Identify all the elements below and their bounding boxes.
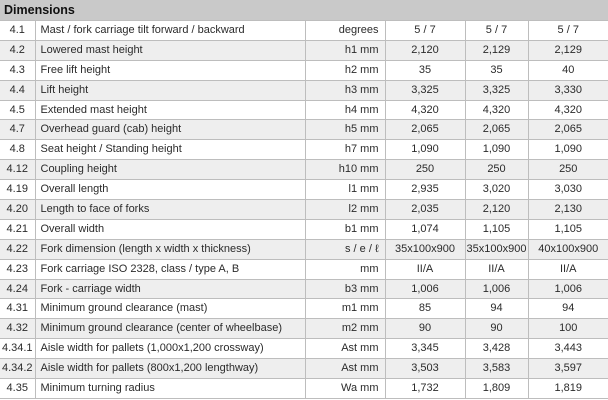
table-row <box>0 319 608 339</box>
row-description: Aisle width for pallets (1,000x1,200 crossway) <box>35 339 305 359</box>
table-row <box>0 239 608 259</box>
row-value-col3: 1,090 <box>528 140 608 160</box>
row-number: 4.2 <box>0 40 35 60</box>
row-value-col3: 2,129 <box>528 40 608 60</box>
table-row <box>0 40 608 60</box>
row-description: Lowered mast height <box>35 40 305 60</box>
table-row <box>0 279 608 299</box>
row-value-col1: 2,035 <box>385 200 465 220</box>
row-number: 4.19 <box>0 180 35 200</box>
table-row <box>0 140 608 160</box>
row-value-col3: 250 <box>528 160 608 180</box>
row-number: 4.5 <box>0 100 35 120</box>
row-value-col2: 2,120 <box>465 200 528 220</box>
row-value-col1: 1,732 <box>385 379 465 399</box>
row-value-col3: 100 <box>528 319 608 339</box>
table-row <box>0 160 608 180</box>
row-description: Minimum ground clearance (center of wheelbase) <box>35 319 305 339</box>
row-number: 4.23 <box>0 259 35 279</box>
row-value-col3: 5 / 7 <box>528 21 608 41</box>
row-value-col3: 2,065 <box>528 120 608 140</box>
row-value-col2: 3,325 <box>465 80 528 100</box>
row-number: 4.34.2 <box>0 359 35 379</box>
table-row <box>0 60 608 80</box>
row-unit: l1 mm <box>305 180 385 200</box>
row-number: 4.22 <box>0 239 35 259</box>
row-unit: Ast mm <box>305 339 385 359</box>
table-row <box>0 299 608 319</box>
table-row <box>0 200 608 220</box>
row-unit: h4 mm <box>305 100 385 120</box>
row-value-col2: 1,105 <box>465 219 528 239</box>
row-description: Overall length <box>35 180 305 200</box>
dimensions-table <box>0 20 608 399</box>
row-value-col2: 2,065 <box>465 120 528 140</box>
row-value-col2: 35x100x900 <box>465 239 528 259</box>
row-value-col1: 1,090 <box>385 140 465 160</box>
row-value-col1: 5 / 7 <box>385 21 465 41</box>
row-description: Length to face of forks <box>35 200 305 220</box>
row-value-col3: 1,006 <box>528 279 608 299</box>
row-unit: h7 mm <box>305 140 385 160</box>
row-unit: b3 mm <box>305 279 385 299</box>
row-description: Lift height <box>35 80 305 100</box>
row-description: Fork dimension (length x width x thickness) <box>35 239 305 259</box>
row-unit: l2 mm <box>305 200 385 220</box>
row-value-col1: 85 <box>385 299 465 319</box>
row-description: Minimum ground clearance (mast) <box>35 299 305 319</box>
row-value-col3: 2,130 <box>528 200 608 220</box>
row-number: 4.7 <box>0 120 35 140</box>
table-row <box>0 80 608 100</box>
row-value-col1: 250 <box>385 160 465 180</box>
row-description: Overall width <box>35 219 305 239</box>
row-value-col2: 1,006 <box>465 279 528 299</box>
row-unit: h3 mm <box>305 80 385 100</box>
row-value-col3: 3,597 <box>528 359 608 379</box>
row-description: Fork - carriage width <box>35 279 305 299</box>
row-description: Mast / fork carriage tilt forward / backward <box>35 21 305 41</box>
row-value-col2: 2,129 <box>465 40 528 60</box>
dimensions-table-body <box>0 21 608 399</box>
row-number: 4.35 <box>0 379 35 399</box>
row-value-col2: 4,320 <box>465 100 528 120</box>
row-number: 4.1 <box>0 21 35 41</box>
row-value-col1: 1,074 <box>385 219 465 239</box>
section-header <box>0 0 608 20</box>
row-value-col1: 2,935 <box>385 180 465 200</box>
row-value-col1: 2,065 <box>385 120 465 140</box>
row-number: 4.24 <box>0 279 35 299</box>
row-unit: m2 mm <box>305 319 385 339</box>
row-value-col1: 90 <box>385 319 465 339</box>
row-description: Free lift height <box>35 60 305 80</box>
row-unit: degrees <box>305 21 385 41</box>
section-title: Dimensions <box>4 3 75 17</box>
row-number: 4.3 <box>0 60 35 80</box>
row-value-col3: 1,105 <box>528 219 608 239</box>
row-description: Coupling height <box>35 160 305 180</box>
table-row <box>0 100 608 120</box>
row-value-col3: 3,443 <box>528 339 608 359</box>
row-number: 4.12 <box>0 160 35 180</box>
row-number: 4.32 <box>0 319 35 339</box>
row-value-col1: 1,006 <box>385 279 465 299</box>
row-number: 4.8 <box>0 140 35 160</box>
row-number: 4.21 <box>0 219 35 239</box>
row-value-col3: 94 <box>528 299 608 319</box>
table-row <box>0 339 608 359</box>
row-value-col2: 1,809 <box>465 379 528 399</box>
row-number: 4.34.1 <box>0 339 35 359</box>
row-value-col3: 40 <box>528 60 608 80</box>
row-unit: mm <box>305 259 385 279</box>
row-description: Seat height / Standing height <box>35 140 305 160</box>
row-description: Overhead guard (cab) height <box>35 120 305 140</box>
row-value-col2: 1,090 <box>465 140 528 160</box>
table-row <box>0 21 608 41</box>
row-value-col3: 4,320 <box>528 100 608 120</box>
row-value-col3: 1,819 <box>528 379 608 399</box>
table-row <box>0 379 608 399</box>
row-description: Minimum turning radius <box>35 379 305 399</box>
row-value-col2: 3,428 <box>465 339 528 359</box>
row-value-col2: 3,583 <box>465 359 528 379</box>
row-value-col2: 3,020 <box>465 180 528 200</box>
row-value-col1: 35 <box>385 60 465 80</box>
row-value-col1: 4,320 <box>385 100 465 120</box>
row-value-col2: 90 <box>465 319 528 339</box>
row-unit: m1 mm <box>305 299 385 319</box>
row-number: 4.20 <box>0 200 35 220</box>
row-value-col1: 3,503 <box>385 359 465 379</box>
row-value-col1: 2,120 <box>385 40 465 60</box>
row-unit: h5 mm <box>305 120 385 140</box>
row-value-col1: 3,345 <box>385 339 465 359</box>
table-row <box>0 219 608 239</box>
table-row <box>0 259 608 279</box>
row-description: Extended mast height <box>35 100 305 120</box>
row-value-col2: 250 <box>465 160 528 180</box>
row-unit: Ast mm <box>305 359 385 379</box>
row-unit: b1 mm <box>305 219 385 239</box>
row-value-col2: 35 <box>465 60 528 80</box>
row-value-col3: 3,330 <box>528 80 608 100</box>
row-unit: s / e / ℓ <box>305 239 385 259</box>
row-unit: h2 mm <box>305 60 385 80</box>
row-value-col1: 35x100x900 <box>385 239 465 259</box>
row-value-col3: II/A <box>528 259 608 279</box>
row-number: 4.31 <box>0 299 35 319</box>
row-value-col3: 40x100x900 <box>528 239 608 259</box>
row-value-col2: 5 / 7 <box>465 21 528 41</box>
row-description: Aisle width for pallets (800x1,200 lengthway) <box>35 359 305 379</box>
row-description: Fork carriage ISO 2328, class / type A, B <box>35 259 305 279</box>
row-value-col1: 3,325 <box>385 80 465 100</box>
row-value-col2: II/A <box>465 259 528 279</box>
row-value-col3: 3,030 <box>528 180 608 200</box>
table-row <box>0 180 608 200</box>
row-unit: h1 mm <box>305 40 385 60</box>
table-row <box>0 359 608 379</box>
row-number: 4.4 <box>0 80 35 100</box>
row-unit: h10 mm <box>305 160 385 180</box>
row-value-col1: II/A <box>385 259 465 279</box>
row-unit: Wa mm <box>305 379 385 399</box>
row-value-col2: 94 <box>465 299 528 319</box>
table-row <box>0 120 608 140</box>
